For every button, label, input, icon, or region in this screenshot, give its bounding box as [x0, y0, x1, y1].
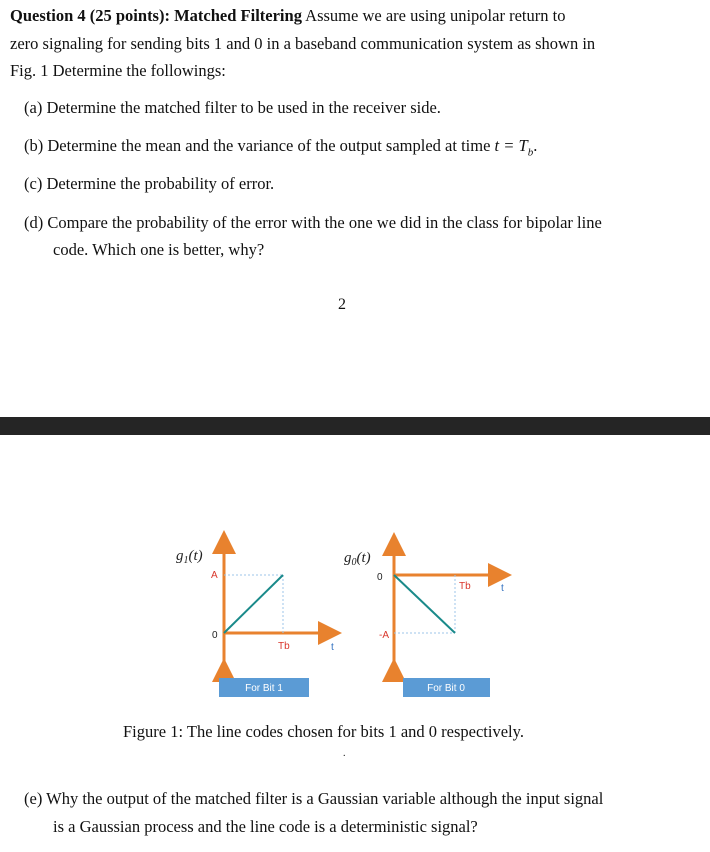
part-d-line2: code. Which one is better, why? [53, 240, 265, 259]
question-intro [10, 2, 700, 30]
part-b [24, 132, 537, 166]
question-heading: Question 4 (25 points): Matched Filtering [10, 6, 302, 25]
page-number: 2 [338, 296, 346, 313]
figure-caption: Figure 1: The line codes chosen for bits 1 and 0 respectively. [123, 722, 524, 741]
plot-bit1 [176, 542, 334, 670]
plot0-tb-label: Tb [459, 581, 471, 592]
question-intro-line1: Assume we are using unipolar return to [305, 6, 566, 25]
part-b-math: t = T [494, 136, 528, 155]
question-intro-line3: Fig. 1 Determine the followings: [10, 61, 226, 80]
plot0-signal [394, 575, 455, 633]
plot1-ylabel: $g_1(t)$ [176, 548, 203, 566]
page-separator-bar [0, 417, 710, 435]
part-b-end: . [533, 136, 538, 155]
part-b-sub: b [527, 146, 534, 159]
plot-bit0 [344, 544, 504, 670]
plot1-t-label: t [331, 642, 334, 653]
figure-line-codes [0, 530, 710, 710]
plot0-ylabel: $g_0(t)$ [344, 550, 371, 568]
plot0-amp-label: -A [379, 630, 389, 641]
for-bit0-text: For Bit 0 [427, 683, 465, 694]
for-bit1-label [219, 678, 309, 697]
plot0-t-label: t [501, 583, 504, 594]
question-intro-line2: zero signaling for sending bits 1 and 0 in a baseband communication system as shown in [10, 34, 596, 53]
part-e-line2: is a Gaussian process and the line code is a deterministic signal? [53, 817, 478, 836]
stray-dot: . [343, 748, 346, 759]
part-b-text: (b) Determine the mean and the variance of the output sampled at time [24, 136, 495, 155]
part-c: (c) Determine the probability of error. [24, 174, 275, 193]
part-e-line1: (e) Why the output of the matched filter is a Gaussian variable although the input signal [24, 789, 604, 808]
plot0-zero-label: 0 [377, 572, 383, 583]
part-d-line1: (d) Compare the probability of the error with the one we did in the class for bipolar line [24, 213, 602, 232]
plot1-zero-label: 0 [212, 630, 218, 641]
plot1-amp-label: A [211, 570, 218, 581]
plot1-signal [224, 575, 283, 633]
plot1-tb-label: Tb [278, 641, 290, 652]
for-bit0-label [403, 678, 490, 697]
for-bit1-text: For Bit 1 [245, 683, 283, 694]
part-a: (a) Determine the matched filter to be used in the receiver side. [24, 98, 441, 117]
